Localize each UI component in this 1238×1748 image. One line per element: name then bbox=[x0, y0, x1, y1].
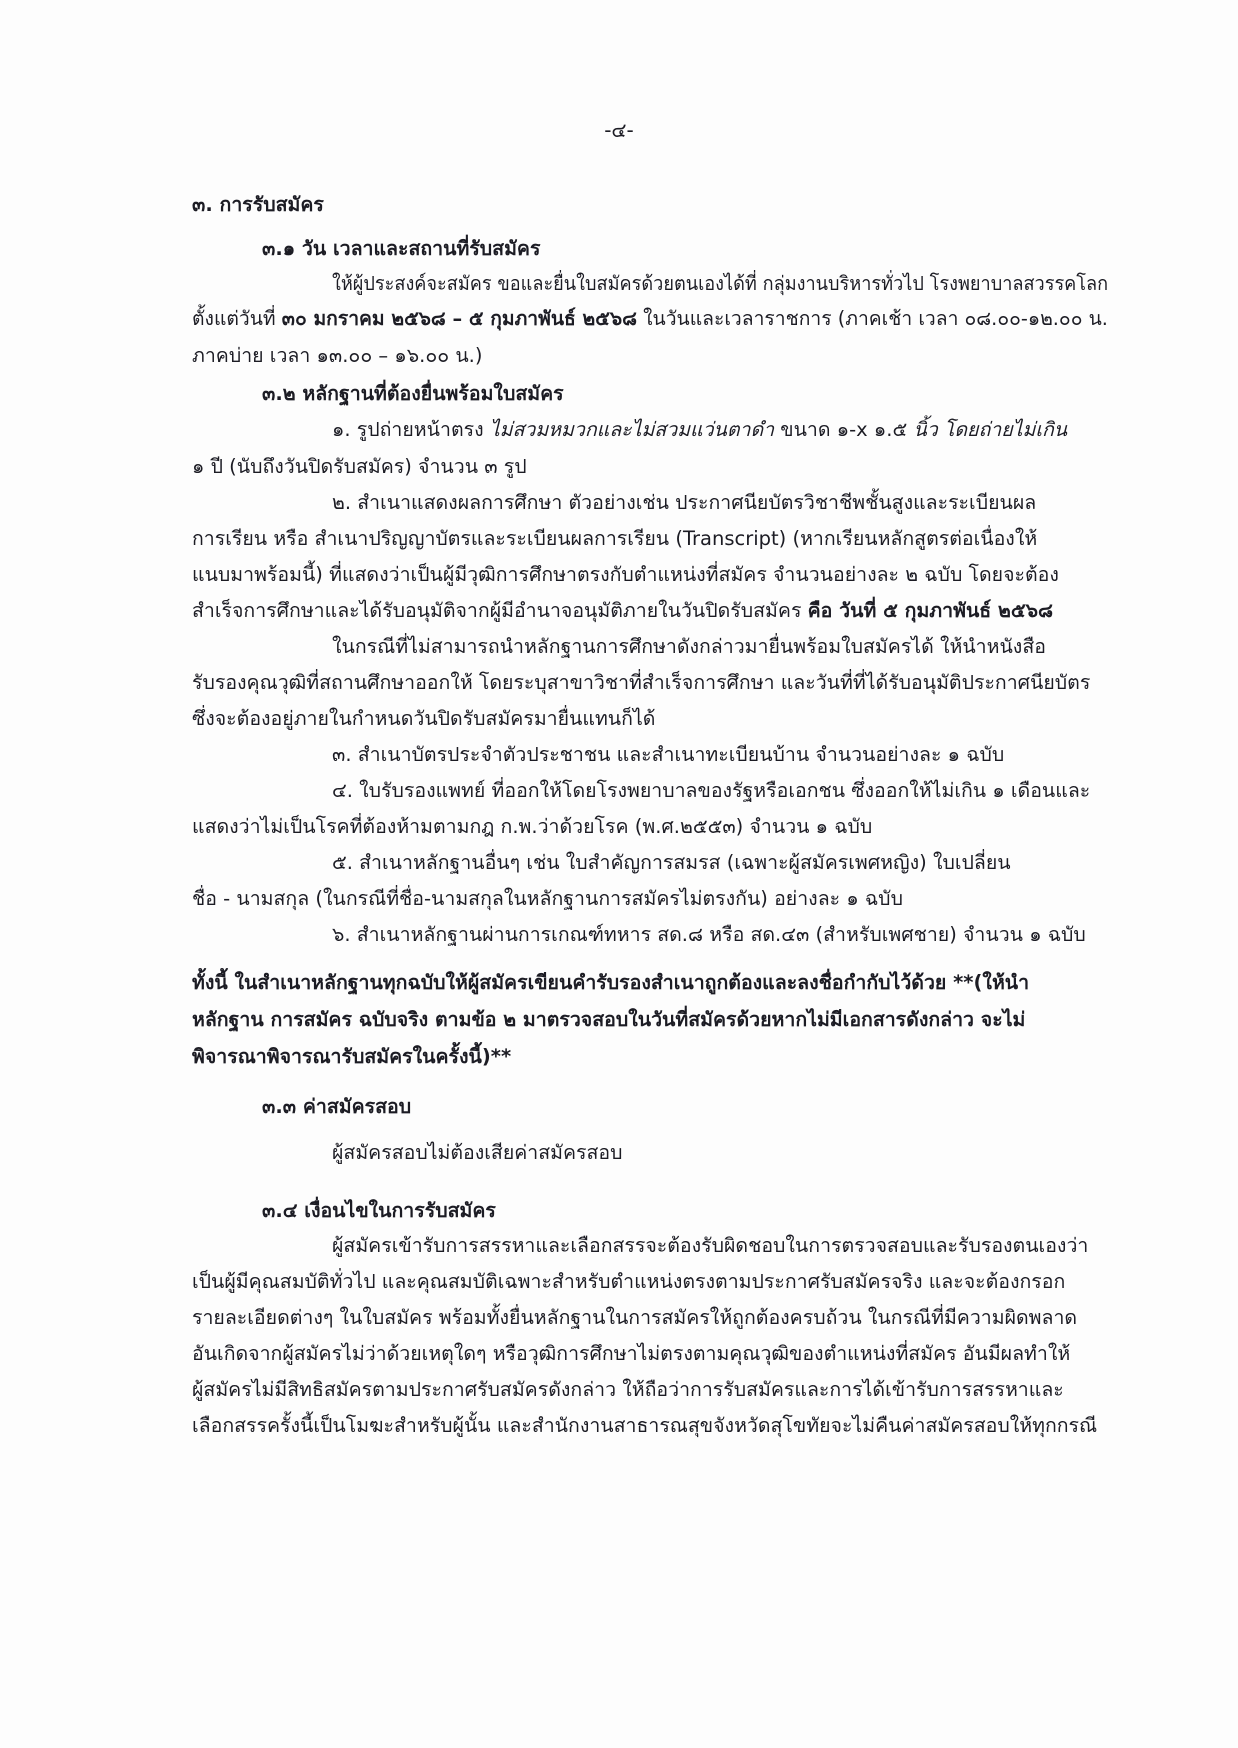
s32-item-2-line-7: ซึ่งจะต้องอยู่ภายในกำหนดวันปิดรับสมัครมายื่นแทนก็ได้ bbox=[192, 707, 656, 730]
s34-line-3: รายละเอียดต่างๆ ในใบสมัคร พร้อมทั้งยื่นหลักฐานในการสมัครให้ถูกต้องครบถ้วน ในกรณีที่มีความผิดพลาด bbox=[192, 1306, 1078, 1329]
s31-line-2: ตั้งแต่วันที่ ๓๐ มกราคม ๒๕๖๘ – ๕ กุมภาพันธ์ ๒๕๖๘ ในวันและเวลาราชการ (ภาคเช้า เวลา ๐๘.๐๐-๑๒.๐๐ น. bbox=[192, 307, 1108, 330]
s32-item-5-line-1: ๕. สำเนาหลักฐานอื่นๆ เช่น ใบสำคัญการสมรส (เฉพาะผู้สมัครเพศหญิง) ใบเปลี่ยน bbox=[332, 851, 1011, 874]
section-3-heading: ๓. การรับสมัคร bbox=[192, 193, 324, 216]
s32-item-4-line-1: ๔. ใบรับรองแพทย์ ที่ออกให้โดยโรงพยาบาลของรัฐหรือเอกชน ซึ่งออกให้ไม่เกิน ๑ เดือนและ bbox=[332, 779, 1091, 802]
s34-line-6: เลือกสรรครั้งนี้เป็นโมฆะสำหรับผู้นั้น และสำนักงานสาธารณสุขจังหวัดสุโขทัยจะไม่คืนค่าสมัครสอบให้ทุกกรณี bbox=[192, 1414, 1098, 1437]
s31-line-1: ให้ผู้ประสงค์จะสมัคร ขอและยื่นใบสมัครด้วยตนเองได้ที่ กลุ่มงานบริหารทั่วไป โรงพยาบาลสวรรคโลก bbox=[332, 272, 1109, 295]
note-line-3: พิจารณาพิจารณารับสมัครในครั้งนี้)** bbox=[192, 1045, 512, 1068]
s34-line-2: เป็นผู้มีคุณสมบัติทั่วไป และคุณสมบัติเฉพาะสำหรับตำแหน่งตรงตามประกาศรับสมัครจริง และจะต้องกรอก bbox=[192, 1270, 1066, 1293]
s31-line-3: ภาคบ่าย เวลา ๑๓.๐๐ – ๑๖.๐๐ น.) bbox=[192, 344, 483, 367]
s34-line-4: อันเกิดจากผู้สมัครไม่ว่าด้วยเหตุใดๆ หรือวุฒิการศึกษาไม่ตรงตามคุณวุฒิของตำแหน่งที่สมัคร อันมีผลทำให้ bbox=[192, 1342, 1071, 1365]
s32-item-2-line-5: ในกรณีที่ไม่สามารถนำหลักฐานการศึกษาดังกล่าวมายื่นพร้อมใบสมัครได้ ให้นำหนังสือ bbox=[332, 635, 1046, 658]
section-3-3-heading: ๓.๓ ค่าสมัครสอบ bbox=[262, 1095, 412, 1118]
s32-item-2-line-1: ๒. สำเนาแสดงผลการศึกษา ตัวอย่างเช่น ประกาศนียบัตรวิชาชีพชั้นสูงและระเบียนผล bbox=[332, 491, 1037, 514]
note-line-1: ทั้งนี้ ในสำเนาหลักฐานทุกฉบับให้ผู้สมัครเขียนคำรับรองสำเนาถูกต้องและลงชื่อกำกับไว้ด้วย **(ให้นำ bbox=[192, 971, 1030, 994]
note-line-2: หลักฐาน การสมัคร ฉบับจริง ตามข้อ ๒ มาตรวจสอบในวันที่สมัครด้วยหากไม่มีเอกสารดังกล่าว จะไม่ bbox=[192, 1008, 1026, 1031]
s34-line-5: ผู้สมัครไม่มีสิทธิสมัครตามประกาศรับสมัครดังกล่าว ให้ถือว่าการรับสมัครและการได้เข้ารับการสรรหาและ bbox=[192, 1378, 1064, 1401]
section-3-2-heading: ๓.๒ หลักฐานที่ต้องยื่นพร้อมใบสมัคร bbox=[262, 382, 564, 405]
s32-item-4-line-2: แสดงว่าไม่เป็นโรคที่ต้องห้ามตามกฎ ก.พ.ว่าด้วยโรค (พ.ศ.๒๕๕๓) จำนวน ๑ ฉบับ bbox=[192, 815, 873, 838]
section-3-1-heading: ๓.๑ วัน เวลาและสถานที่รับสมัคร bbox=[262, 237, 541, 260]
s32-item-5-line-2: ชื่อ - นามสกุล (ในกรณีที่ชื่อ-นามสกุลในหลักฐานการสมัครไม่ตรงกัน) อย่างละ ๑ ฉบับ bbox=[192, 887, 903, 910]
section-3-4-heading: ๓.๔ เงื่อนไขในการรับสมัคร bbox=[262, 1199, 496, 1222]
s32-item-2-line-2: การเรียน หรือ สำเนาปริญญาบัตรและระเบียนผลการเรียน (Transcript) (หากเรียนหลักสูตรต่อเนื่องให้ bbox=[192, 527, 1038, 550]
s32-item-1-line-2: ๑ ปี (นับถึงวันปิดรับสมัคร) จำนวน ๓ รูป bbox=[192, 455, 527, 478]
s32-item-3: ๓. สำเนาบัตรประจำตัวประชาชน และสำเนาทะเบียนบ้าน จำนวนอย่างละ ๑ ฉบับ bbox=[332, 743, 1005, 766]
s32-item-6: ๖. สำเนาหลักฐานผ่านการเกณฑ์ทหาร สด.๘ หรือ สด.๔๓ (สำหรับเพศชาย) จำนวน ๑ ฉบับ bbox=[332, 923, 1086, 946]
s32-item-2-line-4: สำเร็จการศึกษาและได้รับอนุมัติจากผู้มีอำนาจอนุมัติภายในวันปิดรับสมัคร คือ วันที่ ๕ กุมภาพันธ์ ๒๕๖๘ bbox=[192, 599, 1054, 622]
s32-item-2-line-6: รับรองคุณวุฒิที่สถานศึกษาออกให้ โดยระบุสาขาวิชาที่สำเร็จการศึกษา และวันที่ที่ได้รับอนุมัติประกาศนียบัตร bbox=[192, 671, 1091, 694]
page-number: -๔- bbox=[604, 118, 634, 142]
s32-item-2-line-3: แนบมาพร้อมนี้) ที่แสดงว่าเป็นผู้มีวุฒิการศึกษาตรงกับตำแหน่งที่สมัคร จำนวนอย่างละ ๒ ฉบับ โดยจะต้อง bbox=[192, 563, 1059, 586]
s32-item-1-line-1: ๑. รูปถ่ายหน้าตรง ไม่สวมหมวกและไม่สวมแว่นตาดำ ขนาด ๑-x ๑.๕ นิ้ว โดยถ่ายไม่เกิน bbox=[332, 418, 1068, 441]
s34-line-1: ผู้สมัครเข้ารับการสรรหาและเลือกสรรจะต้องรับผิดชอบในการตรวจสอบและรับรองตนเองว่า bbox=[332, 1234, 1089, 1257]
s33-body: ผู้สมัครสอบไม่ต้องเสียค่าสมัครสอบ bbox=[332, 1141, 623, 1164]
